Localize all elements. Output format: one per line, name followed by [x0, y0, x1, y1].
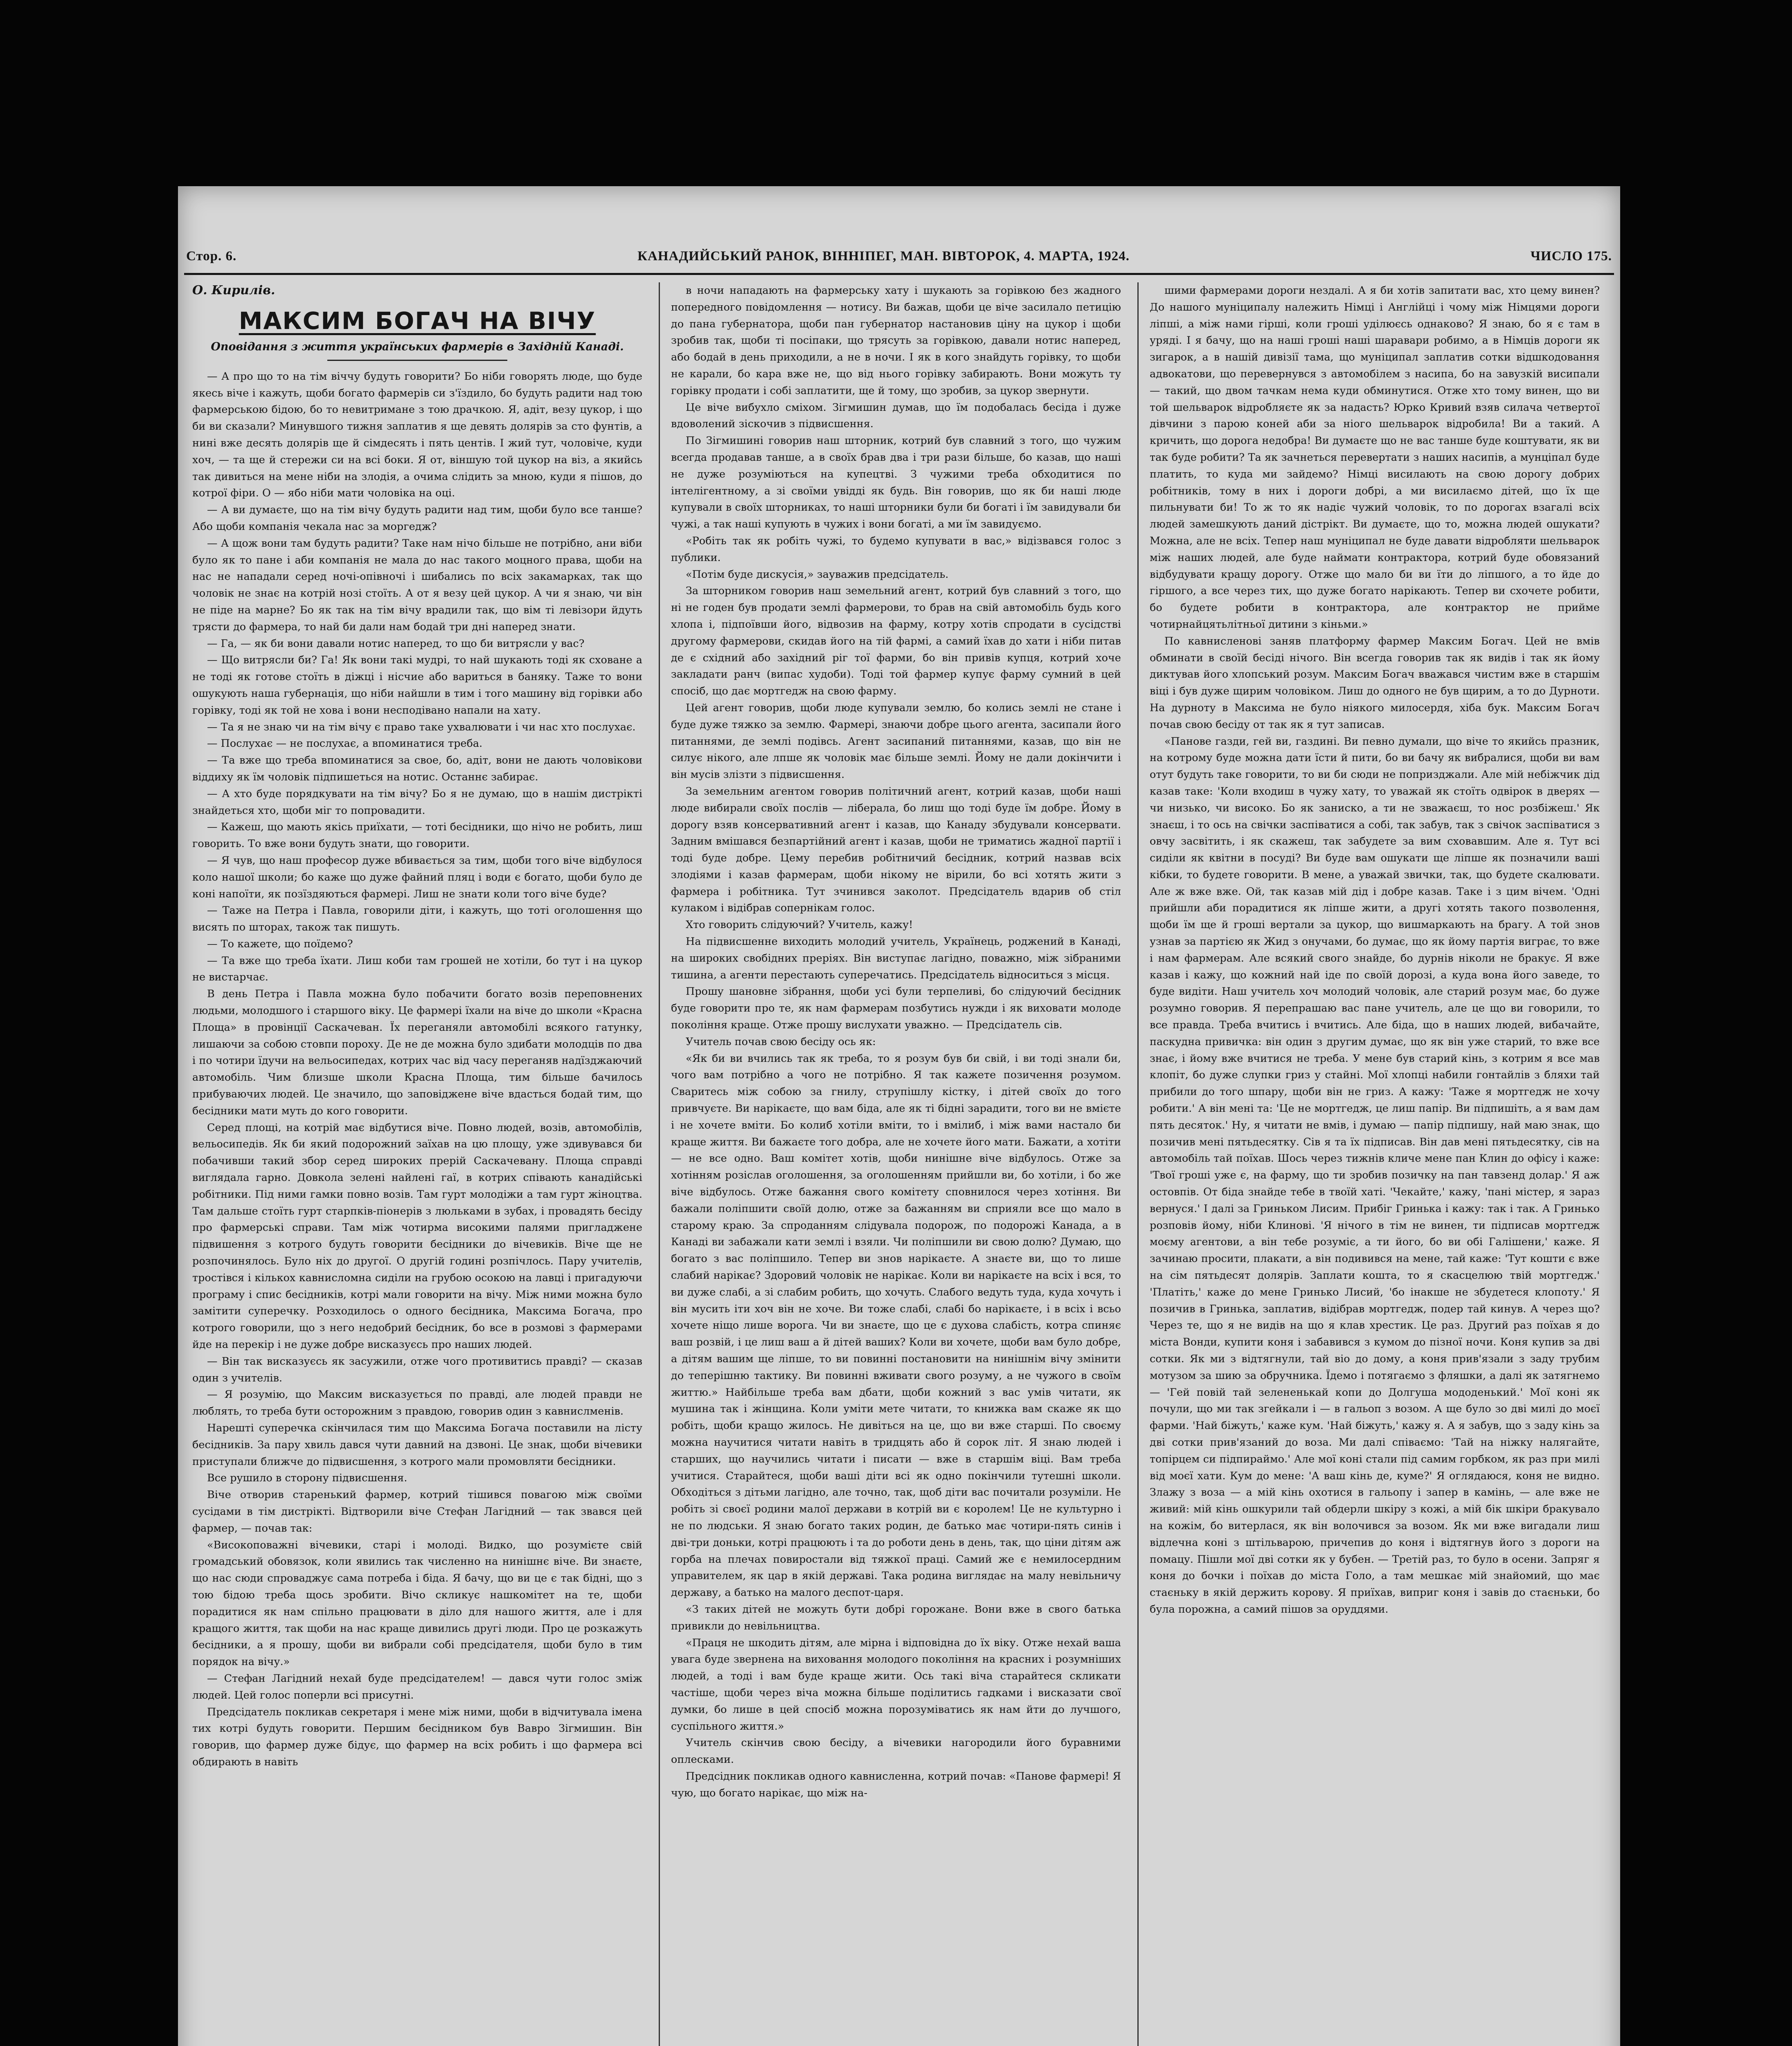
paragraph: «Високоповажні вічевики, старі і молоді. Видко, що розумієте свій громадський обовязок, коли явились так численно на нинішнє віче. Ви знаєте, що нас сюди спроваджує сама потреба і біда. Я бачу, що ви це є так бідні, що з тою бідою треба щось зробити. Вічо скликує нашкомітет на те, щоби порадитися як нам спільно працювати в діло для нашого життя, але і для кращого життя, так щоби на нас краще дивились другі люди. Про це розкажуть бесідники, а я прошу, щоби ви вибрали собі предсідателя, щоби було в тим порядок на вічу.» [192, 1539, 642, 1668]
article-subtitle: Оповідання з життя українських фармерів в Західній Канаді. [211, 340, 624, 353]
paragraph: Віче отворив старенький фармер, котрий тішився повагою між своїми сусідами в тім дистрікті. Відтворили віче Стефан Лагідний — так звався цей фармер, — почав так: [192, 1489, 642, 1534]
column-1 [192, 282, 642, 2046]
column-3-body [1150, 282, 1600, 1618]
paragraph: Хто говорить слідуючий? Учитель, кажу! [686, 919, 913, 931]
paragraph: — Стефан Лагідний нехай буде предсідателем! — дався чути голос зміж людей. Цей голос поперли всі присутні. [192, 1672, 642, 1701]
paragraph: По Зігмишині говорив наш шторник, котрий був славний з того, що чужим всегда продавав танше, а в своїх брав два і три рази більше, бо казав, що наші не дуже розуміються на купецтві. З чужими треба обходитися по інтелігентному, а зі своїми увідді як будь. Він говорив, що як би наші люде купували в своїх шторниках, то наші шторники були би богаті і їм завидували би чужі, а так наші купують в чужих і вони богаті, а ми їм завидуємо. [671, 435, 1121, 531]
paragraph: — Він так висказуєсь як засужили, отже чого противитись правді? — сказав один з учителів. [192, 1355, 642, 1384]
paragraph: — А ви думаєте, що на тім вічу будуть радити над тим, щоби було все танше? Або щоби компанія чекала нас за моргедж? [192, 504, 642, 533]
paragraph: За шторником говорив наш земельний агент, котрий був славний з того, що ні не годен був продати землі фармерови, то брав на свій автомобіль будь кого хлопа і, підпоївши його, відвозив на фарму, котру хотів спродати в сусідстві другому фармерови, скидав його на тій фармі, а самий їхав до хати і ніби питав де є східний або західний ріг тої фарми, бо він привів купця, котрий хоче закладати ранч (випас худоби). Тоді той фармер купує фарму сумний в цей спосіб, що дає мортгедж на свою фарму. [671, 585, 1121, 698]
paragraph: На підвисшенне виходить молодий учитель, Українець, роджений в Канаді, на широких свобідних преріях. Він виступає лагідно, поважно, між зібраними тишина, а агенти перестають суперечатись. Предсідатель відноситься з місця. [671, 935, 1121, 981]
column-2-body [671, 282, 1121, 1802]
paragraph: — А хто буде порядкувати на тім вічу? Бо я не думаю, що в нашім дистрікті знайдеться хто, щоби міг то попровадити. [192, 787, 642, 817]
paragraph: — Таже на Петра і Павла, говорили діти, і кажуть, що тоті оголошення що висять по шторах, також так пишуть. [192, 904, 642, 934]
paragraph: По кавнисленові заняв платформу фармер Максим Богач. Цей не вмів обминати в своїй бесіді нічого. Він всегда говорив так як видів і так як йому диктував його хлопський розум. Максим Богач вважався чистим вже в старшім віці і був дуже щирим чоловіком. Лиш до одного не був щирим, а то до Дурноти. На дурноту в Максима не було ніякого милосердя, хіба бук. Максим Богач почав свою бесіду от так як я тут записав. [1150, 635, 1600, 731]
paragraph: «Потім буде дискусія,» зауважив предсідатель. [686, 568, 949, 581]
paragraph: — Що витрясли би? Га! Як вони такі мудрі, то най шукають тоді як сховане а не тоді як готове стоїть в діжці і нісчие або вариться в баняку. Таже то вони ошукують наша губернація, що ніби найшли в тим і того машину від горівки або горівку, тоді як той не хова і вони несподівано напали на хату. [192, 654, 642, 717]
paragraph: шими фармерами дороги нездалі. А я би хотів запитати вас, хто цему винен? До нашого муніципалу належить Німці і Англійці і чому між Німцями дороги ліпші, а між нами гірші, коли гроші уділюєсь однаково? Я знаю, бо я є там в уряді. І я бачу, що на наші гроші наші шаравари робимо, а в Німців дороги як зигарок, а в нашій дивізії тама, що муніципал заплатив сотки відшкодовання адвокатови, що перевернувся з автомобілем з насипа, бо на завузкій висипали — такий, що двом тачкам нема куди обминутися. Отже хто тому винен, що ви той шельварок відробляєте як за надасть? Юрко Кривий взяв силача четвертої дівчини з парою коней аби за ніого шельварок відробила! Ви а такий. А кричить, що дорога недобра! Ви думаєте що не вас танше буде коштувати, як ви так буде робити? Та як зачнеться перевертати з наших насипів, а мунціпал буде платить, то куда ми зайдемо? Німці висилають на свою дорогу добрих робітників, тому в них і дороги добрі, а ми висилаємо дітей, що їх ще пильнувати би! То ж то як надіє чужий чоловік, то по дорогах взагалі всіх людей замешкують даний дістрікт. Ви думаєте, що то, можна людей ошукати? Можна, але не всіх. Тепер наш муніципал не буде давати відробляти шельварок між наших людей, але буде наймати контрактора, котрий буде обовязаний відбудувати кращу дорогу. Отже що мало би ви їти до ліпшого, а то йде до гіршого, а все через тих, що дуже богато нарікають. Тепер ви схочете робити, бо будете робити в контрактора, але контрактор не прийме чотирнайцятьлітньої дитини з кіньми.» [1150, 284, 1600, 631]
column-divider [1137, 282, 1139, 2046]
paragraph: — Та вже що треба їхати. Лиш коби там грошей не хотіли, бо тут і на цукор не вистарчає. [192, 954, 642, 984]
paragraph: Предсідник покликав одного кавнисленна, котрий почав: «Панове фармері! Я чую, що богато нарікає, що між на- [671, 1770, 1121, 1799]
paragraph: — А щож вони там будуть радити? Таке нам нічо більше не потрібно, ани віби було як то пане і аби компанія не мала до нас такого моцного права, щоби на нас не нападали серед ночі-опівночі і шибались по всіх закамарках, так що чоловік не знає на котрій нозі стоїть. А от я везу цей цукор. А чи я знаю, чи він не піде на марне? Бо як так на тім вічу врадили так, що вім ті левізори йдуть трясти до фармера, то най би дали нам бодай три дні наперед знати. [192, 537, 642, 633]
paragraph: Учитель почав свою бесіду ось як: [686, 1035, 876, 1048]
article-headline: МАКСИМ БОГАЧ НА ВІЧУ [239, 306, 596, 335]
paragraph: «Робіть так як робіть чужі, то будемо купувати в вас,» відізвався голос з публики. [671, 534, 1121, 564]
paragraph: «Праця не шкодить дітям, але мірна і відповідна до їх віку. Отже нехай ваша увага буде звернена на виховання молодого покоління на красних і розумніших людей, а тоді і вам буде краще жити. Ось такі віча старайтеся скликати частіше, щоби через віча можна більше поділитись гадками і висказати свої думки, бо лише в цей спосіб можна порозуміватись як нам йти до лучшого, суспільного життя.» [671, 1636, 1121, 1733]
newspaper-title: КАНАДИЙСЬКИЙ РАНОК, ВІННІПЕГ, МАН. ВІВТОРОК, 4. МАРТА, 1924. [637, 248, 1130, 264]
paragraph: — А про що то на тім віччу будуть говорити? Бо ніби говорять люде, що буде якесь віче і кажуть, щоби богато фармерів си з'їздило, бо будуть радити над тою фармерською бідою, бо то невитримане з тою драчкою. Я, адіт, везу цукор, і що би ви сказали? Минувшого тижня заплатив я ще девять долярів за сто фунтів, а нині вже десять долярів ще й сімдесять і пять центів. І жий тут, чоловіче, куди хоч, — та ще й стережи си на всі боки. Я от, віншую той цукор на віз, а якийсь так дивиться на мене ніби на злодія, а очима слідить за мною, куди я пішов, до котрої фіри. О — ябо ніби мати чоловіка на оці. [192, 370, 642, 500]
article-author: О. Кирилів. [192, 283, 275, 297]
column-2 [671, 282, 1121, 2046]
column-1-body [192, 368, 642, 1771]
headline-rule [327, 360, 507, 361]
paragraph: — Га, — як би вони давали нотис наперед, то що би витрясли у вас? [207, 637, 585, 650]
paragraph: Предсідатель покликав секретаря і мене між ними, щоби в відчитувала імена тих котрі будуть говорити. Першим бесідником був Вавро Зігмишин. Він говорив, що фармер дуже бідує, що фармер на всіх робить і що фармера всі обдирають в навіть [192, 1706, 642, 1768]
paragraph: Все рушило в сторону підвисшення. [207, 1472, 407, 1485]
masthead-rule [184, 273, 1614, 275]
paragraph: — Та вже що треба впоминатися за свое, бо, адіт, вони не дають чоловікови віддиху як їм чоловік підпишеться на нотис. Останнє забирає. [192, 754, 642, 783]
newspaper-page [178, 186, 1620, 2046]
paragraph: «Як би ви вчились так як треба, то я розум був би свій, і ви тоді знали би, чого вам потрібно а чого не потрібно. Я так кажете позичення розумом. Сваритесь між собою за гнилу, струпішлу кістку, і дітей своїх до того привчуєте. Ви нарікаєте, що вам біда, але як ті бідні зарадити, того ви не вмієте і не хочете вміти. Бо колиб хотіли вміти, то і вмілиб, і між вами настало би краще життя. Ви бажаєте того добра, але не хочете його мати. Бажати, а хотіти — не все одно. Ваш комітет хотів, щоби нинішне віче відбулось. Отже за хотінням розіслав оголошення, за оголошенням прийшли ви, бо хотіли, і бо же віче відбулось. Отже бажання свого комітету сповнилося через хотіння. Ви бажали поліпшити своїй долю, отже за бажанням ви сприяли все що мало в старому краю. За спроданням слідувала подорож, по подорожі Канада, а в Канаді ви забажали кати землі і взяли. Чи поліпшили ви свою долю? Думаю, що богато з вас поліпшило. Тепер ви знов нарікаєте. А знаєте ви, що то лише слабий нарікає? Здоровий чоловік не нарікає. Коли ви нарікаєте на всіх і вся, то ви дуже слабі, а зі слабим робить, що хочуть. Слабого ведуть туда, куда хочуть і він мусить іти хоч він не хоче. Ви тоже слабі, слабі бо нарікаєте, і в всіх і всьо хочете ніщо лише ворога. Чи ви знаєте, що це є духова слабість, котра спиняє ваш розвій, і це лиш ваш а й дітей ваших? Коли ви хочете, щоби вам було добре, а дітям вашим ще ліпше, то ви повинні постановити на нинішнім вічу змінити до теперішню тактику. Ви повинні вживати свого розуму, а не чужого в своїм життю.» Найбільше треба вам дбати, щоби кожний з вас умів читати, як мушина так і жінщина. Коли уміти мете читати, то книжка вам скаже як що робіть, щоби кращо жилось. Не дивіться на це, що ви вже старші. По своєму можна научитися читати навіть в тридцять або й сорок літ. Я знаю людей і старших, що научились читати і писати — вже в старшім віці. Вам треба учитися. Старайтеся, щоби ваші діти всі як одно покінчили тутешні школи. Обходіться з дітьми лагідно, але точно, так, щоб діти вас почитали розуміли. Не робіть зі своєї родини малої держави в котрій ви є королем! Це не культурно і не по людськи. Я знаю богато таких родин, де батько має чотири-пять синів і дві-три доньки, котрі працюють і та до роботи день в день, так, що ціни дітям аж горба на плечах повиростали від тяжкої праці. Самий же є немилосердним управителем, як цар в якій державі. Така родина виглядає на малу невільничу державу, а батько на малого деспот-царя. [671, 1052, 1121, 1599]
paragraph: — Я розумію, що Максим висказується по правді, але людей правди не люблять, то треба бути осторожним з правдою, говорив один з кавнислменів. [192, 1388, 642, 1418]
paragraph: Цей агент говорив, щоби люде купували землю, бо колись землі не стане і буде дуже тяжко за землю. Фармері, знаючи добре цього агента, засипали його питаннями, де землі подівсь. Агент засипаний питаннями, казав, що він не силує нікого, але лпше як чоловік має більше землі. Йому не дали докінчити і він мусів злізти з підвисшення. [671, 701, 1121, 781]
paragraph: Нарешті суперечка скінчилася тим що Максима Богача поставили на лісту бесідників. За пару хвиль дався чути давний на дзвоні. Це знак, щоби вічевики приступали ближче до підвисшення, з котрого мали промовляти бесідники. [192, 1422, 642, 1468]
paragraph: — Кажеш, що мають якісь приїхати, — тоті бесідники, що нічо не робить, лиш говорить. То вже вони будуть знати, що говорити. [192, 821, 642, 850]
paragraph: Серед площі, на котрій має відбутися віче. Повно людей, возів, автомобілів, вельосипедів. Як би який подорожний заїхав на цю площу, уже здивувався би побачивши такий збор серед широких прерій Саскачевану. Площа справді виглядала гарно. Довкола зелені найлені гаї, в котрих співають канадійські робітники. Під ними гамки повно возів. Там гурт молодіжи а там гурт жіноцтва. Там дальше стоїть гурт старпків-піонерів з люльками в зубах, і провадять бесіду про фармерські справи. Там між чотирма високими палями пригладжене підвишення з котрого будуть говорити бесідники до вічевиків. Віче ще не розпочинялось. Було ніх до другої. О другій годині розпічлось. Пару учителів, тростівся і кількох кавнисломна сиділи на грубою осокою на лавці і пригадуючи програму і спис бесідників, котрі мали говорити на вічу. Між ними можна було замітити суперечку. Розходилось о одного бесідника, Максима Богача, про котрого говорили, що з него недобрий бесідник, бо все в розмові з фармерами йде на перекір і не дуже добре висказуєсь про наших людей. [192, 1121, 642, 1351]
column-3 [1150, 282, 1600, 2046]
paragraph: — Я чув, що наш професор дуже вбивається за тим, щоби того віче відбулося коло нашої школи; бо каже що дуже файний пляц і води є богато, щоби було де коні напоїти, як позїздяються фармері. Лиш не знати коли того віче буде? [192, 854, 642, 900]
page-number: Стор. 6. [186, 248, 237, 264]
paragraph: В день Петра і Павла можна було побачити богато возів переповнених людьми, молодшого і старшого віку. Це фармері їхали на віче до школи «Красна Площа» в провінції Саскачеван. Їх переганяли автомобілі всякого гатунку, лишаючи за собою стовпи пороху. Де не де можна було здибати молодців по два і по чотири їдучи на вельосипедах, котрих час від часу переганяв надїзджаючий автомобіль. Чим близше школи Красна Площа, тим більше бачилось прибуваючих людей. Це значило, що заповіджене віче вдасться бодай тим, що бесідники мати муть до кого говорити. [192, 988, 642, 1117]
paragraph: — То кажете, що поїдемо? [207, 937, 353, 950]
issue-number: ЧИСЛО 175. [1530, 248, 1612, 264]
column-divider [659, 282, 660, 2046]
paragraph: Це віче вибухло сміхом. Зігмишин думав, що їм подобалась бесіда і дуже вдоволений зіскочив з підвисшення. [671, 401, 1121, 430]
paragraph: — Послухає — не послухає, а впоминатися треба. [207, 737, 483, 750]
paragraph: Учитель скінчив свою бесіду, а вічевики нагородили його буравними оплесками. [671, 1737, 1121, 1766]
paragraph: За земельним агентом говорив політичний агент, котрий казав, щоби наші люде вибирали своїх послів — ліберала, бо лиш що тоді буде їм добре. Йому в дорогу взяв консервативний агент і казав, що Канаду збудували консервати. Задним вмішався безпартійний агент і казав, щоби не триматись жадної партії і тоді буде добре. Цему перебив робітничий бесідник, котрий назвав всіх злодіями і казав фармерам, щоби нікому не вірили, бо всі хотять жити з фармера і робітника. Тут зчинився заколот. Предсідатель вдарив об стіл кулаком і відібрав сопернікам голос. [671, 785, 1121, 915]
paragraph: Прошу шановне зібрання, щоби усі були терпеливі, бо слідуючий бесідник буде говорити про те, як нам фармерам позбутись нужди і як виховати молоде покоління краще. Отже прошу вислухати уважно. — Предсідатель сів. [671, 985, 1121, 1032]
paragraph: — Та я не знаю чи на тім вічу є право таке ухвалювати і чи нас хто послухає. [207, 721, 636, 733]
masthead [186, 243, 1612, 269]
paragraph: «Панове газди, гей ви, газдині. Ви певно думали, що віче то якийсь празник, на котрому буде можна дати їсти й пити, бо ви бачу як вибралися, щоби ви вам отут будуть таке говорити, то ви би сюди не попризджали. Але мій небіжчик дід казав таке: 'Коли входиш в чужу хату, то уважай як стоїть одвірок в дверях — чи низько, чи високо. Бо як заниско, а ти не зважаєш, то нос розбіжеш.' Як знаєш, і то ось на свічки заспіватися а собі, так забув, так з свічок заспіватися з овчу засвітить, і як скажеш, так забудете за вим сховавшим. Але я. Тут всі сиділи як квітни в посуді? Ви буде вам ошукати ще ліпше як позначили ваші кібки, то будете говорити. В мене, а уважай звички, так, що будете скалювати. Але ж вже вже. Ой, так казав мій дід і добре казав. Таке і з цим вічем. 'Одні прийшли аби порадитися як ліпше жити, а другі хотять такого позволення, щоби їм ще й гроші вертали за цукор, що вишмаркають на брагу. А той знов узнав за партією як Жид з онучами, бо думає, що як йому партія виграє, то вже і нам фармерам. Але всякий свого знайде, бо дурнів ніколи не бракує. Я вже казав і кажу, що кожний най іде по своїй дорозі, а куда вона його заведе, то буде видіти. Наш учитель хоч молодий чоловік, але старий розум має, бо дуже розумно говорив. Я перепрашаю вас пане учитель, але це що ви говорили, то все правда. Треба вчитись і вчитись. Але біда, що в наших людей, вибачайте, паскудна привичка: він один з другим думає, що як він уже старий, то вже все знає, і йому вже вчитися не треба. У мене був старий кінь, з котрим я все мав клопіт, бо дуже слупки гриз у стайні. Мої хлопці набили гонтайлів з бляхи тай прибили до того шпару, щоби він не гриз. А кажу: 'Таже я мортгедж не хочу робити.' А він мені та: 'Це не мортгедж, це лиш папір. Ви підпишіть, а я вам дам пять десяток.' Ну, я читати не вмів, і думаю — папір підпишу, най маю знак, що позичив мені пятьдесятку. Сів я та їх підписав. Він дав мені пятьдесятку, сів на автомобіль тай поїхав. Шось через тижнів кличе мене пан Клин до офісу і каже: 'Твої гроші уже є, на фарму, що ти зробив позичку на пан тавзенд долар.' Я аж остовпів. От біда знайде тебе в твоїй хаті. 'Чекайте,' кажу, 'пані містер, я зараз вернуся.' І далі за Гриньком Лисим. Прибіг Гринька і кажу: так і так. А Гринько розповів йому, ніби Клинові. 'Я нічого в тім не винен, ти підписав мортгедж моєму агентови, а він тебе розуміє, а ти його, бо ви обі Галішени,' каже. Я зачинаю просити, плакати, а він подивився на мене, тай каже: 'Тут кошти є вже на сім пятьдесят долярів. Заплати кошта, то я скасцелюю твій мортгедж.' 'Платіть,' каже до мене Гринько Лисий, 'бо інакше не збудетеся клопоту.' Я позичив в Гринька, заплатив, відібрав мортгедж, подер тай кинув. А через що? Через те, що я не видів на що я клав хрестик. Це раз. Другий раз поїхав я до міста Вонди, купити коня і забавився з кумом до пізної ночи. Коня купив за дві сотки. Як ми з відтягнули, тай віо до дому, а коня прив'язали з заду трубим мотузом за шию за обручника. Їдемо і потягаємо з фляшки, а далі як затягнемо — 'Гей повій тай зелененькай копи до Долгуша мододенький.' Мої коні як почули, що ми так згейкали і — в гальоп з возом. А ще було зо дві милі до моєї фарми. 'Най біжуть,' каже кум. 'Най біжуть,' кажу я. А я забув, що з заду кінь за дві сотки прив'язаний до воза. Ми далі співаємо: 'Тай на ніжку налягайте, топірцем си підпираймо.' Але мої коні стали під самим горбком, як раз при милі від моєї хати. Кум до мене: 'А ваш кінь де, куме?' Я оглядаюся, коня не видно. Злажу з воза — а мій кінь охотися в гальопу і запер в камінь, — але вже не живий: мій кінь ошкурили тай обдерли шкіру з кожі, а мій бік шкіри бракувало на кожім, бо витерлася, як він волочився за возом. Як ми вже вигадали лиш відлечна коні з штільварою, причепив до коня і відтягнув його з дороги на помацу. Пішли мої дві сотки як у бубен. — Третій раз, то було в осени. Запряг я коня до бочки і поїхав до міста Голо, а там мешкає мій знайомий, що має стаєньку в якій держить корову. Я приїхав, виприг коня і завів до стаєньки, бо була порожна, а самий пішов за оруддями. [1150, 735, 1600, 1616]
paragraph: в ночи нападають на фармерську хату і шукають за горівкою без жадного попередного повідомлення — нотису. Ви бажав, щоби це віче засилало петицію до пана губернатора, щоби пан губернатор настановив ціну на цукор і щоби зробив так, щоби ті посіпаки, що трясуть за горівкою, давали нотис наперед, або бодай в день приходили, а не в ночи. І як в кого знайдуть горівку, то щоби не карали, бо кара вже не, що від нього горівку забирають. Вони можуть ту горівку продати і собі заплатити, ще й тому, що зробив, за цукор звернути. [671, 284, 1121, 397]
paragraph: «З таких дітей не можуть бути добрі горожане. Вони вже в свого батька привикли до невільництва. [671, 1603, 1121, 1632]
